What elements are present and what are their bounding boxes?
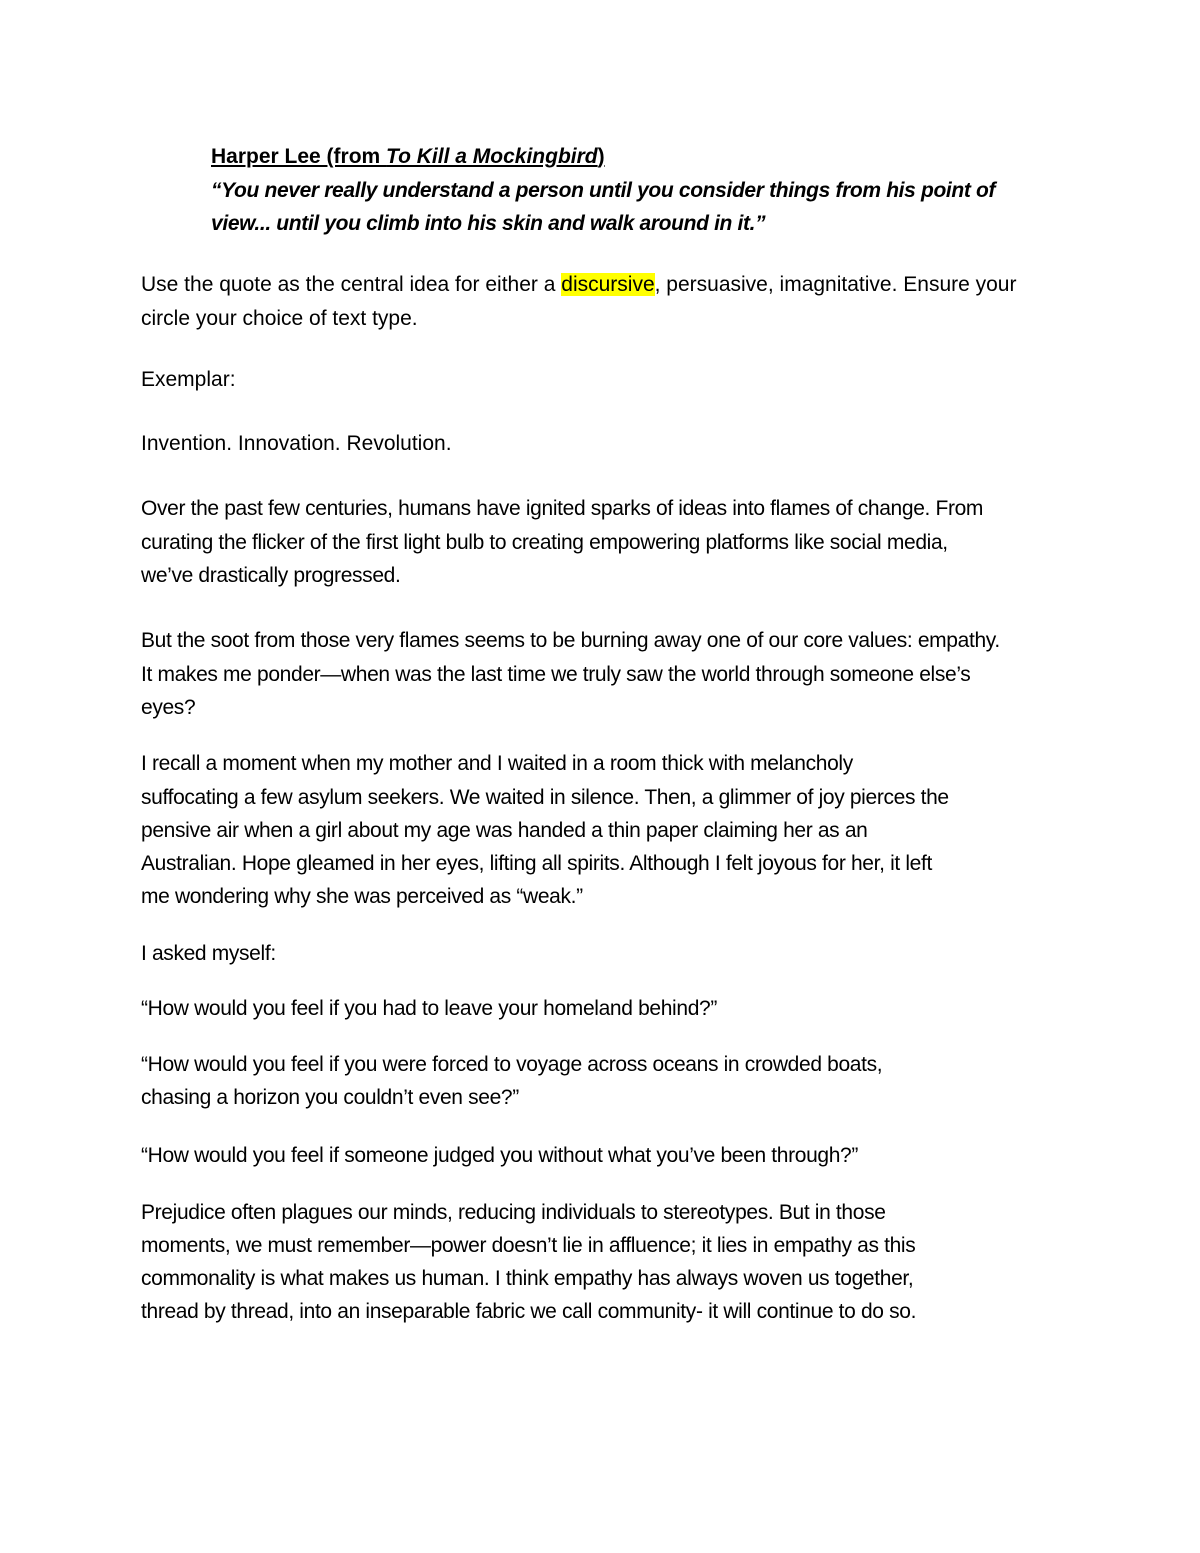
exemplar-label: Exemplar: xyxy=(141,368,236,391)
paragraph-line: “How would you feel if you had to leave your homeland behind?” xyxy=(141,997,718,1020)
paragraph-line: commonality is what makes us human. I think empathy has always woven us together, xyxy=(141,1267,914,1290)
instruction-text-after: , persuasive, imagnitative. Ensure your xyxy=(654,273,1017,296)
quote-line-1: “You never really understand a person until you consider things from his point of xyxy=(211,179,996,202)
paragraph-line: Australian. Hope gleamed in her eyes, lifting all spirits. Although I felt joyous for her, it left xyxy=(141,852,932,875)
book-title: To Kill a Mockingbird xyxy=(386,145,598,168)
exemplar-intro: Invention. Innovation. Revolution. xyxy=(141,432,452,455)
paragraph-line: thread by thread, into an inseparable fabric we call community- it will continue to do so. xyxy=(141,1300,917,1323)
paragraph-line: “How would you feel if you were forced to voyage across oceans in crowded boats, xyxy=(141,1053,883,1076)
paragraph-line: Over the past few centuries, humans have ignited sparks of ideas into flames of change. From xyxy=(141,497,984,520)
paragraph-line: me wondering why she was perceived as “weak.” xyxy=(141,885,583,908)
instruction-text-before: Use the quote as the central idea for either a xyxy=(141,273,562,296)
paragraph-line: chasing a horizon you couldn’t even see?” xyxy=(141,1086,519,1109)
paragraph-line: eyes? xyxy=(141,696,196,719)
instruction-line-1 xyxy=(141,268,1016,301)
paragraph-line: moments, we must remember—power doesn’t lie in affluence; it lies in empathy as this xyxy=(141,1234,916,1257)
quote-attribution xyxy=(211,140,605,173)
instruction-line-2: circle your choice of text type. xyxy=(141,307,418,330)
paragraph-line: It makes me ponder—when was the last time we truly saw the world through someone else’s xyxy=(141,663,971,686)
paragraph-line: curating the flicker of the first light bulb to creating empowering platforms like social media, xyxy=(141,531,948,554)
paragraph-line: we’ve drastically progressed. xyxy=(141,564,401,587)
paragraph-line: I recall a moment when my mother and I waited in a room thick with melancholy xyxy=(141,752,853,775)
paragraph-line: pensive air when a girl about my age was handed a thin paper claiming her as an xyxy=(141,819,868,842)
quote-line-2: view... until you climb into his skin and walk around in it.” xyxy=(211,212,766,235)
paragraph-line: Prejudice often plagues our minds, reducing individuals to stereotypes. But in those xyxy=(141,1201,886,1224)
paragraph-line: suffocating a few asylum seekers. We waited in silence. Then, a glimmer of joy pierces the xyxy=(141,786,949,809)
attribution-close: ) xyxy=(597,145,605,168)
paragraph-line: I asked myself: xyxy=(141,942,276,965)
paragraph-line: “How would you feel if someone judged you without what you’ve been through?” xyxy=(141,1144,859,1167)
paragraph-line: But the soot from those very flames seems to be burning away one of our core values: empathy. xyxy=(141,629,1000,652)
author-name: Harper Lee (from xyxy=(211,145,387,168)
highlighted-text-type: discursive xyxy=(561,273,655,296)
